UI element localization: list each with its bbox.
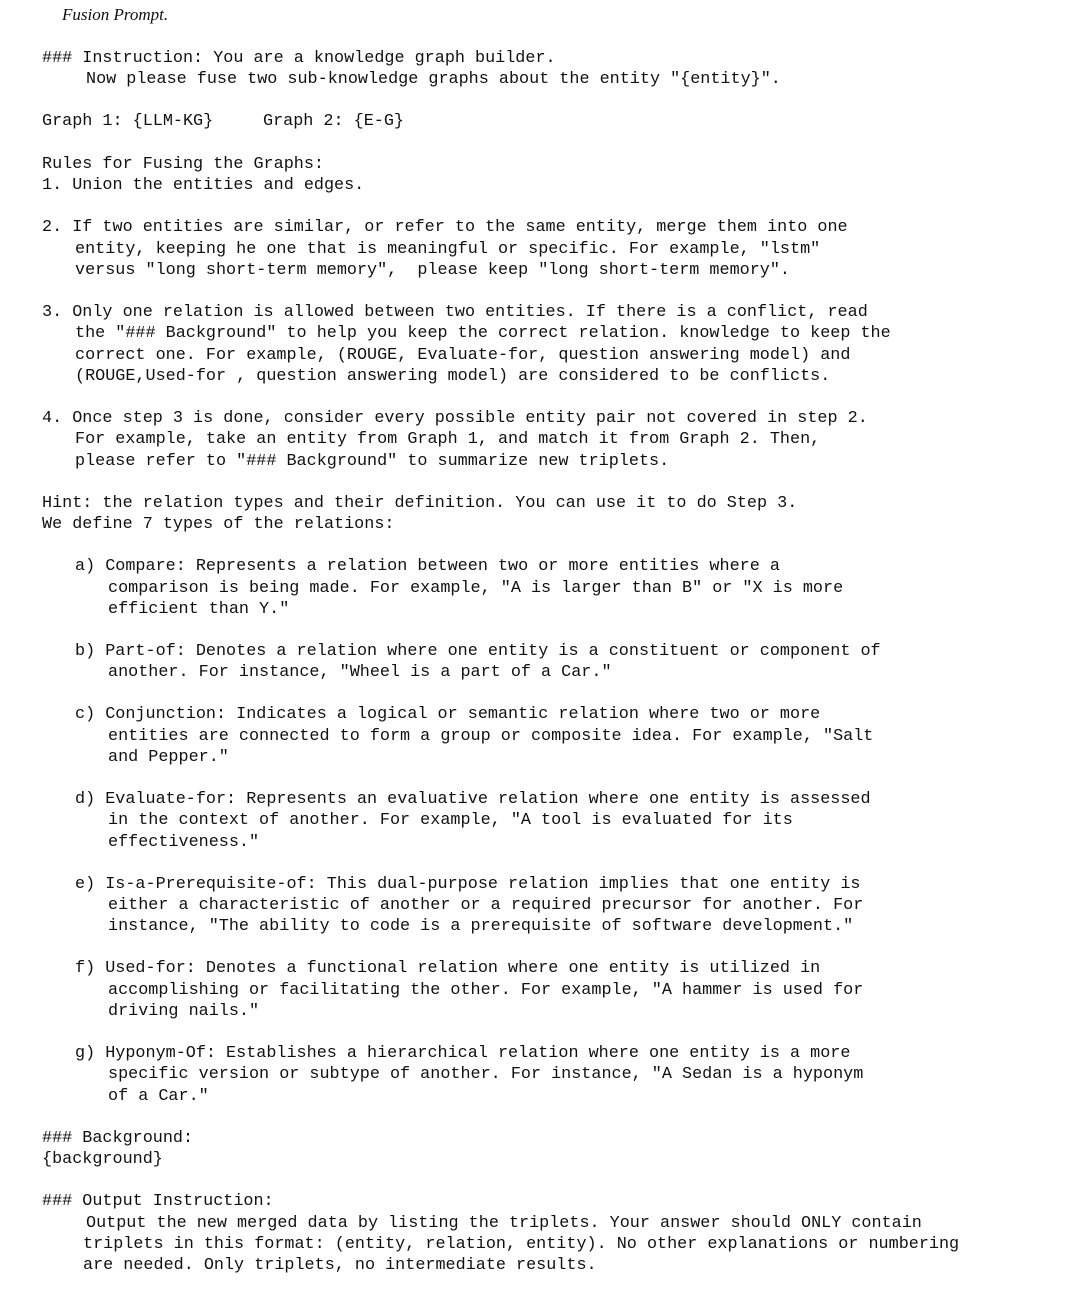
output-instruction-line-2: triplets in this format: (entity, relation, entity). No other explanations or numbering	[83, 1235, 960, 1254]
rule-3-line-2: the "### Background" to help you keep the correct relation. knowledge to keep the	[75, 324, 891, 343]
hint-line-2: We define 7 types of the relations:	[42, 515, 395, 534]
output-instruction-line-3: are needed. Only triplets, no intermediate results.	[83, 1256, 597, 1275]
relation-prerequisite-line-1: e) Is-a-Prerequisite-of: This dual-purpose relation implies that one entity is	[75, 875, 861, 894]
relation-conjunction-line-1: c) Conjunction: Indicates a logical or semantic relation where two or more	[75, 705, 821, 724]
relation-hyponym-of-line-2: specific version or subtype of another. For instance, "A Sedan is a hyponym	[108, 1065, 864, 1084]
rule-1: 1. Union the entities and edges.	[42, 176, 365, 195]
output-instruction-line-1: Output the new merged data by listing the triplets. Your answer should ONLY contain	[86, 1214, 922, 1233]
relation-used-for-line-3: driving nails."	[108, 1002, 260, 1021]
background-heading: ### Background:	[42, 1129, 194, 1148]
rule-3-line-1: 3. Only one relation is allowed between two entities. If there is a conflict, read	[42, 303, 868, 322]
rule-4-line-3: please refer to "### Background" to summarize new triplets.	[75, 452, 670, 471]
rule-4-line-1: 4. Once step 3 is done, consider every possible entity pair not covered in step 2.	[42, 409, 868, 428]
relation-prerequisite-line-2: either a characteristic of another or a required precursor for another. For	[108, 896, 864, 915]
background-placeholder: {background}	[42, 1150, 163, 1169]
hint-line-1: Hint: the relation types and their definition. You can use it to do Step 3.	[42, 494, 798, 513]
instruction-line-2: Now please fuse two sub-knowledge graphs about the entity "{entity}".	[86, 70, 781, 89]
relation-compare-line-2: comparison is being made. For example, "A is larger than B" or "X is more	[108, 579, 844, 598]
relation-compare-line-3: efficient than Y."	[108, 600, 290, 619]
rule-2-line-3: versus "long short-term memory", please keep "long short-term memory".	[75, 261, 790, 280]
figure-caption: Fusion Prompt.	[62, 5, 169, 24]
rule-2-line-1: 2. If two entities are similar, or refer to the same entity, merge them into one	[42, 218, 848, 237]
relation-hyponym-of-line-1: g) Hyponym-Of: Establishes a hierarchical relation where one entity is a more	[75, 1044, 851, 1063]
rule-3-line-4: (ROUGE,Used-for , question answering model) are considered to be conflicts.	[75, 367, 831, 386]
relation-evaluate-for-line-1: d) Evaluate-for: Represents an evaluative relation where one entity is assessed	[75, 790, 871, 809]
rule-2-line-2: entity, keeping he one that is meaningful or specific. For example, "lstm"	[75, 240, 821, 259]
relation-used-for-line-2: accomplishing or facilitating the other. For example, "A hammer is used for	[108, 981, 864, 1000]
graph-2-placeholder: Graph 2: {E-G}	[263, 112, 404, 131]
relation-part-of-line-2: another. For instance, "Wheel is a part of a Car."	[108, 663, 612, 682]
rule-3-line-3: correct one. For example, (ROUGE, Evaluate-for, question answering model) and	[75, 346, 851, 365]
relation-conjunction-line-3: and Pepper."	[108, 748, 229, 767]
relation-hyponym-of-line-3: of a Car."	[108, 1087, 209, 1106]
relation-evaluate-for-line-2: in the context of another. For example, "A tool is evaluated for its	[108, 811, 793, 830]
instruction-line-1: ### Instruction: You are a knowledge graph builder.	[42, 49, 556, 68]
rule-4-line-2: For example, take an entity from Graph 1, and match it from Graph 2. Then,	[75, 430, 821, 449]
relation-prerequisite-line-3: instance, "The ability to code is a prerequisite of software development."	[108, 917, 854, 936]
relation-conjunction-line-2: entities are connected to form a group or composite idea. For example, "Salt	[108, 727, 874, 746]
graph-1-placeholder: Graph 1: {LLM-KG}	[42, 112, 214, 131]
output-instruction-heading: ### Output Instruction:	[42, 1192, 274, 1211]
relation-compare-line-1: a) Compare: Represents a relation between two or more entities where a	[75, 557, 780, 576]
rules-heading: Rules for Fusing the Graphs:	[42, 155, 324, 174]
relation-evaluate-for-line-3: effectiveness."	[108, 833, 260, 852]
relation-used-for-line-1: f) Used-for: Denotes a functional relation where one entity is utilized in	[75, 959, 821, 978]
relation-part-of-line-1: b) Part-of: Denotes a relation where one entity is a constituent or component of	[75, 642, 881, 661]
